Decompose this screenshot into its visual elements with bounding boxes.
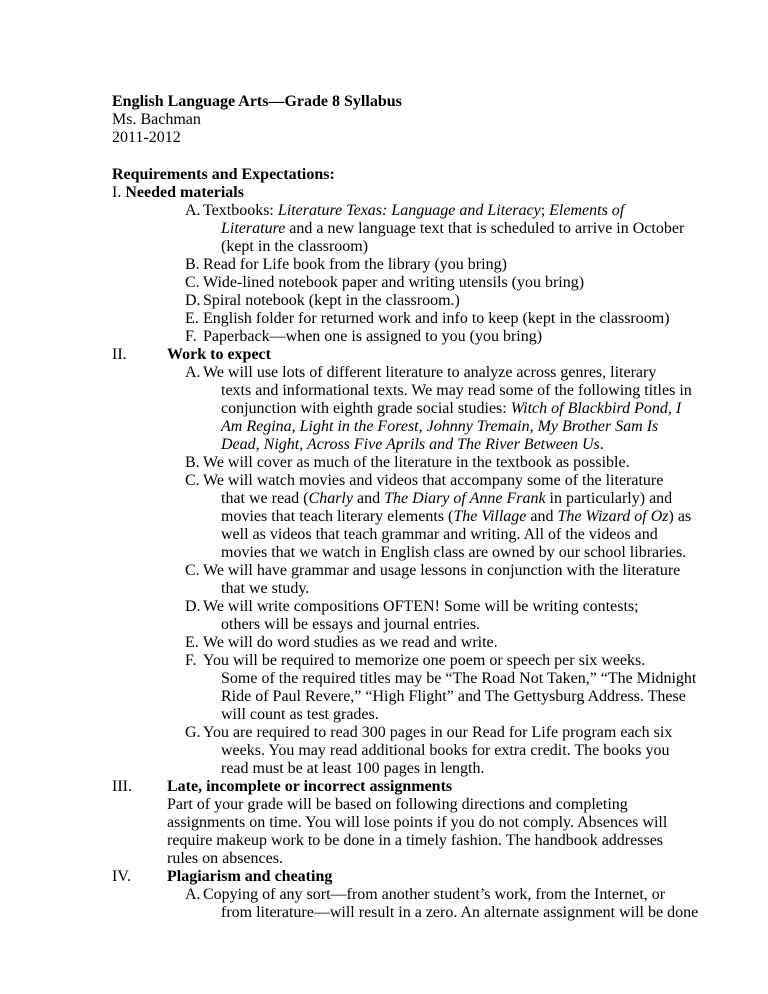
section-3-heading: Late, incomplete or incorrect assignments: [167, 778, 453, 795]
item-label: C.: [185, 472, 200, 489]
paragraph-line: rules on absences.: [167, 850, 283, 867]
paragraph-line: assignments on time. You will lose points if you do not comply. Absences will: [167, 814, 668, 831]
item-text: Ride of Paul Revere,” “High Flight” and The Gettysburg Address. These: [221, 688, 686, 705]
item-text: English folder for returned work and info to keep (kept in the classroom): [203, 310, 670, 327]
item-text: that we study.: [221, 580, 310, 597]
item-text: texts and informational texts. We may read some of the following titles in: [221, 382, 692, 399]
item-text: others will be essays and journal entries.: [221, 616, 481, 633]
section-numeral: II.: [112, 346, 127, 363]
item-label: F.: [185, 652, 197, 669]
item-text: movies that we watch in English class are owned by our school libraries.: [221, 544, 687, 561]
syllabus-title: English Language Arts—Grade 8 Syllabus: [112, 93, 402, 110]
section-2-heading: Work to expect: [167, 346, 271, 363]
item-text: well as videos that teach grammar and writing. All of the videos and: [221, 526, 658, 543]
item-label: G.: [185, 724, 201, 741]
section-numeral: I.: [112, 184, 122, 201]
item-label: E.: [185, 634, 199, 651]
item-label: C.: [185, 562, 200, 579]
item-text: You will be required to memorize one poem or speech per six weeks.: [203, 652, 646, 669]
item-text: You are required to read 300 pages in our Read for Life program each six: [203, 724, 673, 741]
item-text: weeks. You may read additional books for extra credit. The books you: [221, 742, 670, 759]
item-text: will count as test grades.: [221, 706, 379, 723]
item-text: We will watch movies and videos that accompany some of the literature: [203, 472, 664, 489]
item-text: read must be at least 100 pages in length.: [221, 760, 485, 777]
item-text: We will do word studies as we read and write.: [203, 634, 498, 651]
item-label: D.: [185, 292, 201, 309]
item-text: Textbooks: Literature Texas: Language and Literacy; Elements of: [203, 202, 625, 219]
paragraph-line: require makeup work to be done in a timely fashion. The handbook addresses: [167, 832, 664, 849]
school-year: 2011-2012: [112, 129, 181, 146]
section-1-heading: [112, 184, 244, 202]
item-text: Wide-lined notebook paper and writing utensils (you bring): [203, 274, 585, 291]
item-label: D.: [185, 598, 201, 615]
item-label: C.: [185, 274, 200, 291]
item-label: A.: [185, 202, 201, 219]
item-text: Am Regina, Light in the Forest, Johnny Tremain, My Brother Sam Is: [221, 418, 659, 435]
item-text: Dead, Night, Across Five Aprils and The River Between Us.: [221, 436, 604, 453]
item-text: Read for Life book from the library (you bring): [203, 256, 507, 273]
item-text: Paperback—when one is assigned to you (you bring): [203, 328, 543, 345]
item-text: Copying of any sort—from another student’s work, from the Internet, or: [203, 886, 666, 903]
section-numeral: IV.: [112, 868, 131, 885]
item-text: conjunction with eighth grade social studies: Witch of Blackbird Pond, I: [221, 400, 682, 417]
paragraph-line: Part of your grade will be based on following directions and completing: [167, 796, 628, 813]
item-text: from literature—will result in a zero. An alternate assignment will be done: [221, 904, 699, 921]
item-text: Spiral notebook (kept in the classroom.): [203, 292, 460, 309]
item-label: B.: [185, 454, 200, 471]
item-label: F.: [185, 328, 197, 345]
section-title: Needed materials: [125, 184, 244, 201]
item-label: A.: [185, 364, 201, 381]
section-4-heading: Plagiarism and cheating: [167, 868, 333, 885]
section-numeral: III.: [112, 778, 132, 795]
item-text: We will use lots of different literature to analyze across genres, literary: [203, 364, 657, 381]
item-text: Some of the required titles may be “The Road Not Taken,” “The Midnight: [221, 670, 697, 687]
item-label: A.: [185, 886, 201, 903]
item-text: Literature and a new language text that is scheduled to arrive in October: [221, 220, 685, 237]
item-text: (kept in the classroom): [221, 238, 369, 255]
item-label: B.: [185, 256, 200, 273]
requirements-heading: Requirements and Expectations:: [112, 166, 335, 183]
item-text: that we read (Charly and The Diary of Anne Frank in particularly) and: [221, 490, 673, 507]
item-text: We will have grammar and usage lessons in conjunction with the literature: [203, 562, 681, 579]
item-text: We will write compositions OFTEN! Some will be writing contests;: [203, 598, 639, 615]
item-text: We will cover as much of the literature in the textbook as possible.: [203, 454, 630, 471]
item-label: E.: [185, 310, 199, 327]
teacher-name: Ms. Bachman: [112, 111, 201, 128]
item-text: movies that teach literary elements (The Village and The Wizard of Oz) as: [221, 508, 692, 525]
